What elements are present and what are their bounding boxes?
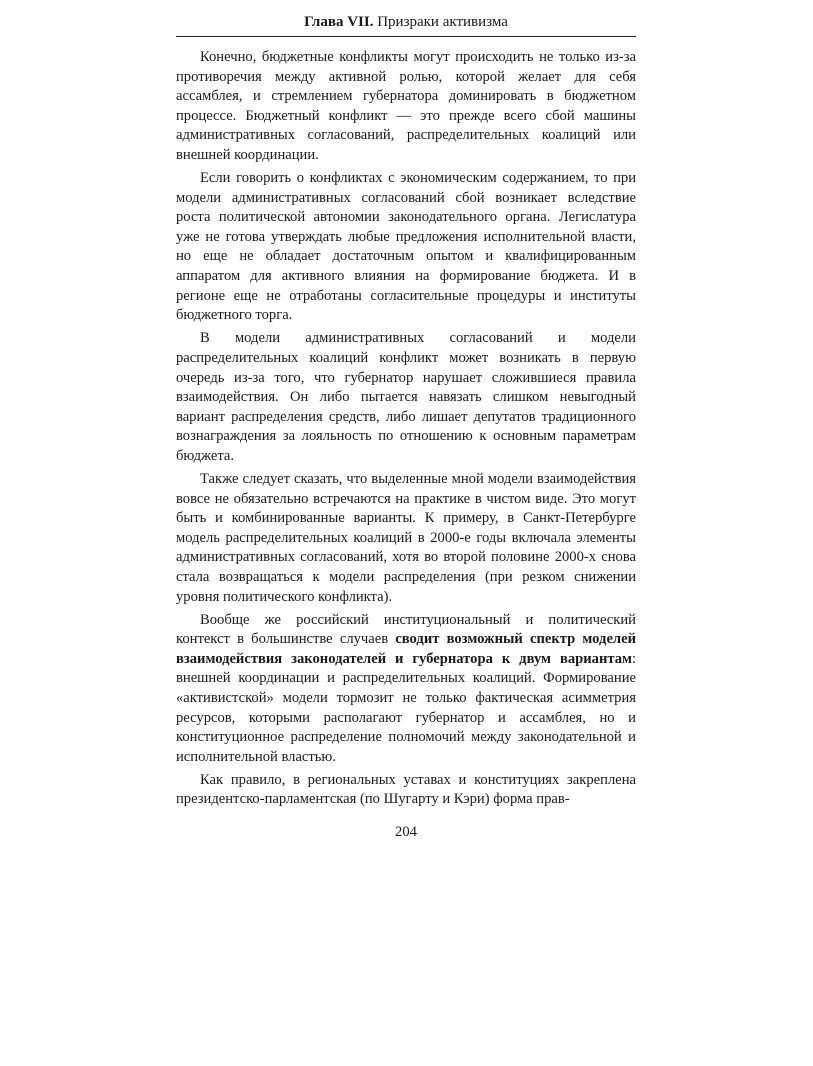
chapter-number: Глава VII.: [304, 14, 374, 30]
emphasized-text: сводит возможный спектр моделей взаимодействия законодателей и губернатора к двум вариантам: [176, 631, 636, 667]
chapter-title: Призраки активизма: [377, 14, 508, 30]
paragraph: Конечно, бюджетные конфликты могут происходить не только из-за противоречия между активной ролью, которой желает для себя ассамблея, и стремлением губернатора доминировать в бюджетном процессе. Бюджетный конфликт — это прежде всего сбой машины административных согласований, распределительных коалиций или внешней координации.: [176, 49, 636, 163]
running-head: [176, 12, 636, 37]
paragraph: Как правило, в региональных уставах и конституциях закреплена президентско-парламентская (по Шугарту и Кэри) форма прав-: [176, 771, 636, 808]
paragraph: Также следует сказать, что выделенные мной модели взаимодействия вовсе не обязательно встречаются на практике в чистом виде. Это могут быть и комбинированные варианты. К примеру, в Санкт-Петербурге модель распределительных коалиций в 2000-е годы включала элементы административных согласований, хотя во второй половине 2000-х снова стала возвращаться к модели распределения (при резком снижении уровня политического конфликта).: [176, 470, 636, 605]
paragraph: Если говорить о конфликтах с экономическим содержанием, то при модели административных согласований сбой возникает вследствие роста политической автономии законодательного органа. Легислатура уже не готова утверждать любые предложения исполнительной власти, но еще не обладает достаточным опытом и квалифицированным аппаратом для активного влияния на формирование бюджета. И в регионе еще не отработаны согласительные процедуры и институты бюджетного торга.: [176, 170, 636, 324]
body-text: [176, 48, 636, 810]
book-page: [176, 0, 636, 842]
page-number: 204: [395, 824, 417, 841]
paragraph-with-emphasis: [176, 611, 636, 768]
paragraph-text: : внешней координации и распределительных коалиций. Формирование «активистской» модели тормозит не только фактическая асимметрия ресурсов, которыми располагают губернатор и ассамблея, но и конституционное распределение полномочий между законодательной и исполнительной властью.: [176, 650, 636, 765]
paragraph-text: Вообще же российский институциональный и политический контекст в большинстве случаев: [176, 611, 636, 648]
paragraph: В модели административных согласований и модели распределительных коалиций конфликт может возникать в первую очередь из-за того, что губернатор нарушает сложившиеся правила взаимодействия. Он либо пытается навязать слишком невыгодный вариант распределения средств, либо лишает депутатов традиционного вознаграждения за лояльность по отношению к основным параметрам бюджета.: [176, 330, 636, 464]
